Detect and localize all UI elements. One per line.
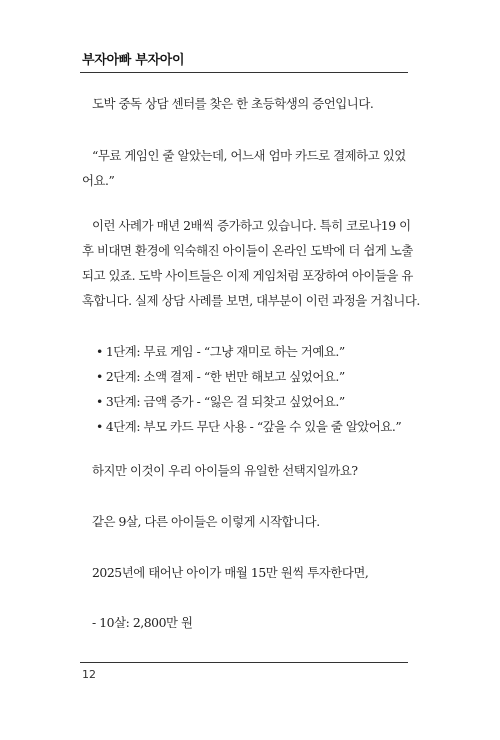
text-line: 도박 중독 상담 센터를 찾은 한 초등학생의 증언입니다.: [92, 96, 374, 111]
paragraph-trend: [82, 213, 420, 313]
paragraph-other-children: [82, 509, 408, 534]
paragraph-investment-result: [82, 610, 408, 635]
paragraph-child-quote: [82, 143, 408, 193]
list-item: • 2단계: 소액 결제 - “한 번만 해보고 싶었어요.”: [96, 364, 401, 389]
text-line: 이런 사례가 매년 2배씩 증가하고 있습니다. 특히 코로나19 이: [92, 218, 411, 233]
gambling-steps-list: [96, 339, 401, 439]
header-divider: [80, 72, 408, 73]
paragraph-question: [82, 458, 408, 483]
running-header-title: 부자아빠 부자아이: [82, 53, 185, 68]
list-item: • 3단계: 금액 증가 - “잃은 걸 되찾고 싶었어요.”: [96, 389, 401, 414]
paragraph-testimony-intro: [82, 91, 408, 116]
text-line: 되고 있죠. 도박 사이트들은 이제 게임처럼 포장하여 아이들을 유: [82, 268, 413, 283]
footer-divider: [80, 662, 408, 663]
text-line: 어요.”: [82, 173, 115, 188]
text-line: 후 비대면 환경에 익숙해진 아이들이 온라인 도박에 더 쉽게 노출: [82, 243, 413, 258]
list-item: • 4단계: 부모 카드 무단 사용 - “갚을 수 있을 줄 알았어요.”: [96, 414, 401, 439]
text-line: - 10살: 2,800만 원: [92, 615, 193, 630]
text-line: 하지만 이것이 우리 아이들의 유일한 선택지일까요?: [92, 463, 358, 478]
text-line: 혹합니다. 실제 상담 사례를 보면, 대부분이 이런 과정을 거칩니다.: [82, 293, 420, 308]
text-line: 2025년에 태어난 아이가 매월 15만 원씩 투자한다면,: [92, 565, 369, 580]
paragraph-investment-premise: [82, 560, 408, 585]
text-line: 같은 9살, 다른 아이들은 이렇게 시작합니다.: [92, 514, 320, 529]
text-line: “무료 게임인 줄 알았는데, 어느새 엄마 카드로 결제하고 있었: [92, 148, 406, 163]
list-item: • 1단계: 무료 게임 - “그냥 재미로 하는 거예요.”: [96, 339, 401, 364]
page-number: 12: [82, 668, 96, 681]
